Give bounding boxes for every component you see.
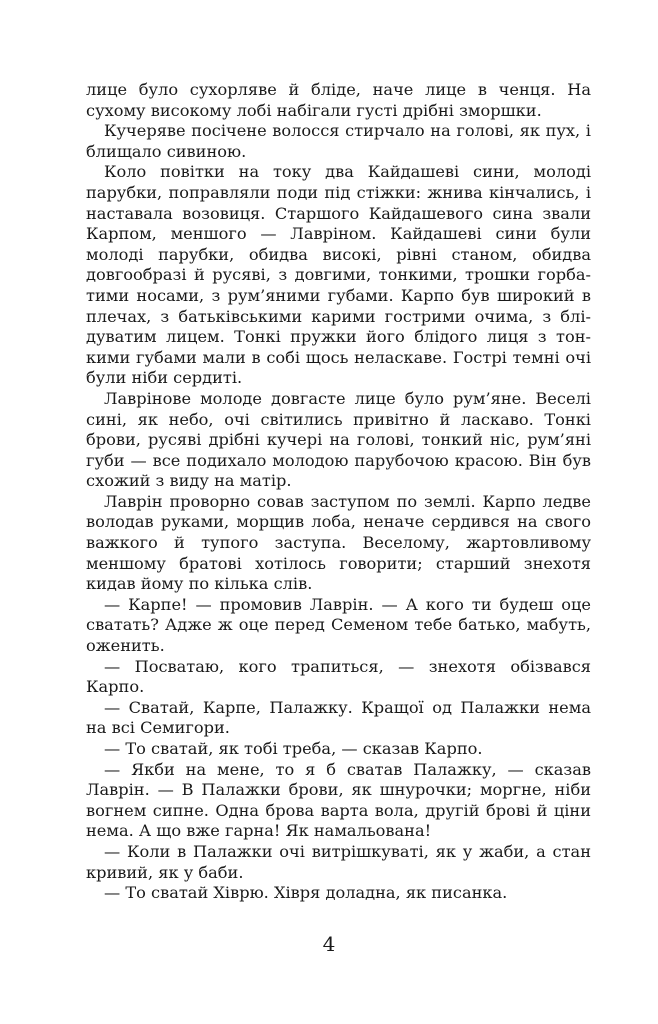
dialogue-line-5: — Якби на мене, то я б сватав Палажку, — сказав Лаврін. — В Палажки брови, як шнурочки; моргне, ніби вогнем сипне. Одна брова варта вола, другій брові й ціни нема. А що вже гарна! Як намальована! bbox=[86, 759, 591, 841]
dialogue-line-1: — Карпе! — промовив Лаврін. — А кого ти будеш оце сватать? Адже ж оце перед Семеном тебе батько, мабуть, оженить. bbox=[86, 594, 591, 656]
dialogue-line-7: — То сватай Хіврю. Хівря доладна, як писанка. bbox=[104, 883, 508, 903]
page-number: 4 bbox=[322, 932, 336, 956]
dialogue-line-6: — Коли в Палажки очі витрішкуваті, як у жаби, а стан кривий, як у баби. bbox=[86, 841, 591, 882]
paragraph-1: лице було сухорляве й бліде, наче лице в ченця. На сухому високому лобі набігали густі дрібні зморшки. bbox=[86, 80, 591, 120]
paragraph-4: Лаврінове молоде довгасте лице було рум’яне. Веселі сині, як небо, очі світились привітно й ласкаво. Тонкі брови, русяві дрібні кучері на голові, тонкий ніс, рум’яні губи — все подихало молодою парубочою красою. Він був схожий з виду на матір. bbox=[86, 388, 591, 491]
dialogue-line-3: — Сватай, Карпе, Палажку. Кращої од Палажки нема на всі Семигори. bbox=[86, 697, 591, 738]
page-body bbox=[86, 80, 591, 904]
dialogue-line-4: — То сватай, як тобі треба, — сказав Карпо. bbox=[104, 739, 483, 758]
paragraph-2: Кучеряве посічене волосся стирчало на голові, як пух, і блищало сивиною. bbox=[86, 121, 591, 161]
paragraph-3: Коло повітки на току два Кайдашеві сини, молоді парубки, поправляли поди під стіжки: жнива кінчались, і наставала возовиця. Старшого Кайдашевого сина звали Карпом, меншого — Лавріном. Кайдашеві сини були молоді парубки, обидва високі, рівні станом, обидва довгообразі й русяві, з довгими, тонкими, трошки горбатими носами, з рум’яними губами. Карпо був широкий в плечах, з батьківськими карими гострими очима, з блідуватим лицем. Тонкі пружки його блідого лиця з тонкими губами мали в собі щось неласкаве. Гострі темні очі були ніби сердиті. bbox=[86, 162, 591, 388]
dialogue-line-2: — Посватаю, кого трапиться, — знехотя обізвався Карпо. bbox=[86, 656, 591, 697]
paragraph-5: Лаврін проворно совав заступом по землі. Карпо ледве володав руками, морщив лоба, неначе сердився на свого важкого й тупого заступа. Веселому, жартовливому меншому братові хотілось говорити; старший знехотя кидав йому по кілька слів. bbox=[86, 491, 591, 594]
